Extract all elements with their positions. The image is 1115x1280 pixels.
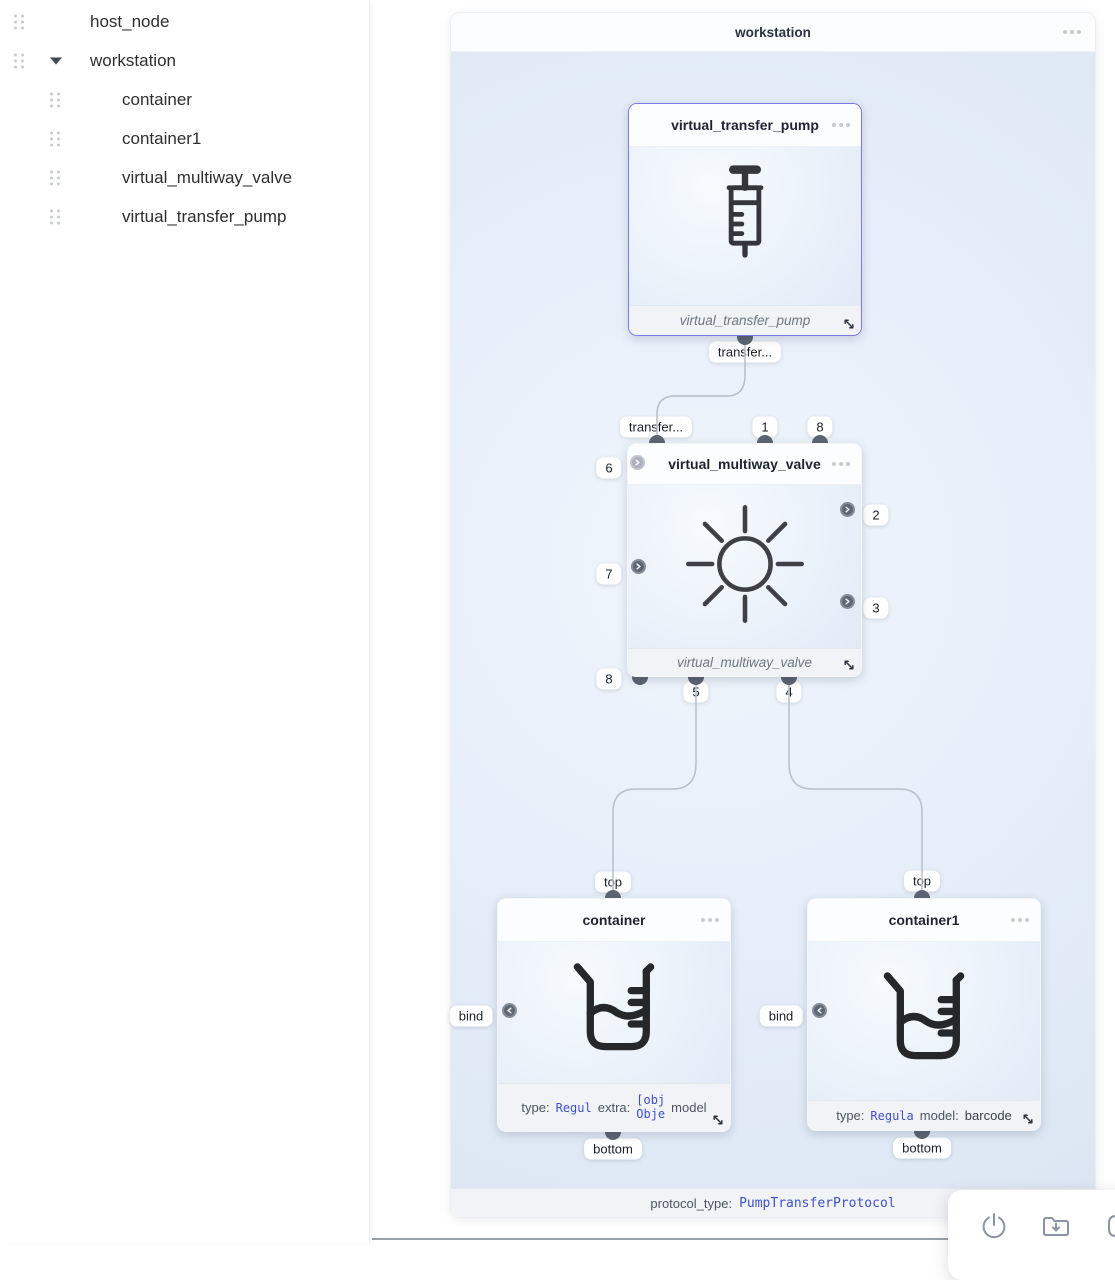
drag-handle-icon[interactable] <box>50 170 60 185</box>
model-label: model <box>671 1100 707 1115</box>
port-valve-6[interactable] <box>630 455 645 470</box>
port-label-valve-8-left: 8 <box>596 669 621 690</box>
port-label-valve-8-top: 8 <box>807 417 832 438</box>
port-label-container1-top: top <box>904 871 940 892</box>
node-body <box>629 147 861 305</box>
node-footer-label: virtual_transfer_pump <box>679 313 811 328</box>
port-label-container-top: top <box>595 872 631 893</box>
port-label-valve-6: 6 <box>596 458 621 479</box>
port-label-valve-4: 4 <box>776 682 801 703</box>
sidebar-item-virtual-multiway-valve[interactable] <box>0 158 369 197</box>
drag-handle-icon[interactable] <box>50 131 60 146</box>
node-menu-button[interactable] <box>832 123 850 127</box>
node-body <box>628 485 861 648</box>
node-header <box>498 899 730 942</box>
port-label-pump-transfer: transfer... <box>709 342 781 363</box>
resize-handle-icon[interactable] <box>711 1113 725 1127</box>
port-valve-7[interactable] <box>631 559 646 574</box>
workstation-panel-title: workstation <box>735 24 811 40</box>
sidebar-item-workstation[interactable] <box>0 41 369 80</box>
node-virtual-multiway-valve[interactable] <box>627 443 862 677</box>
drag-handle-icon[interactable] <box>50 209 60 224</box>
node-container[interactable] <box>497 898 731 1132</box>
port-label-container1-bottom: bottom <box>893 1138 951 1159</box>
sidebar-item-label: virtual_multiway_valve <box>122 167 293 187</box>
node-title: virtual_multiway_valve <box>668 456 821 472</box>
node-menu-button[interactable] <box>832 462 850 466</box>
sidebar-item-label: container1 <box>122 128 202 148</box>
port-container1-bind[interactable] <box>812 1003 827 1018</box>
port-valve-3[interactable] <box>840 594 855 609</box>
port-label-valve-5: 5 <box>683 682 708 703</box>
syringe-icon <box>713 159 777 294</box>
resize-handle-icon[interactable] <box>842 658 856 672</box>
node-virtual-transfer-pump[interactable] <box>628 103 862 336</box>
node-title: container1 <box>888 912 960 928</box>
port-label-container-bind: bind <box>450 1006 493 1027</box>
node-menu-button[interactable] <box>701 918 719 922</box>
extra-value[interactable]: [obj Obje <box>636 1092 666 1121</box>
type-value[interactable]: Regul <box>555 1100 592 1115</box>
node-tree-sidebar <box>0 0 370 1243</box>
resize-handle-icon[interactable] <box>842 317 856 331</box>
sidebar-item-container1[interactable] <box>0 119 369 158</box>
drag-handle-icon[interactable] <box>14 14 24 29</box>
node-footer <box>498 1083 730 1131</box>
sidebar-item-container[interactable] <box>0 80 369 119</box>
node-menu-button[interactable] <box>1011 918 1029 922</box>
node-body <box>498 942 730 1083</box>
node-header <box>629 104 861 147</box>
port-label-container-bottom: bottom <box>584 1139 642 1160</box>
port-container-bind[interactable] <box>502 1003 517 1018</box>
port-valve-2[interactable] <box>840 502 855 517</box>
model-label: model: <box>919 1108 959 1123</box>
node-footer <box>808 1100 1040 1130</box>
port-label-container1-bind: bind <box>760 1006 803 1027</box>
drag-handle-icon[interactable] <box>14 53 24 68</box>
power-icon[interactable] <box>978 1210 1010 1242</box>
type-label: type: <box>836 1108 865 1123</box>
type-label: type: <box>521 1100 550 1115</box>
extra-label: extra: <box>597 1100 631 1115</box>
sidebar-item-virtual-transfer-pump[interactable] <box>0 197 369 236</box>
node-title: virtual_transfer_pump <box>671 117 819 133</box>
protocol-type-label: protocol_type: <box>650 1195 733 1211</box>
drag-handle-icon[interactable] <box>50 92 60 107</box>
folder-download-icon[interactable] <box>1040 1210 1072 1242</box>
bottom-right-toolbar <box>948 1190 1115 1280</box>
node-footer-label: virtual_multiway_valve <box>676 655 813 670</box>
model-value[interactable]: barcode <box>964 1108 1012 1123</box>
sidebar-item-host-node[interactable] <box>0 2 369 41</box>
collapse-caret-icon[interactable] <box>50 57 62 64</box>
port-label-valve-1: 1 <box>752 417 777 438</box>
workstation-panel-header <box>451 13 1095 52</box>
sidebar-item-label: virtual_transfer_pump <box>122 206 287 226</box>
port-label-valve-transfer: transfer... <box>620 417 692 438</box>
node-header <box>808 899 1040 942</box>
clipped-icon[interactable] <box>1102 1210 1115 1242</box>
sidebar-item-label: container <box>122 89 192 109</box>
beaker-icon <box>558 954 670 1071</box>
node-body <box>808 942 1040 1100</box>
workstation-menu-button[interactable] <box>1063 30 1081 34</box>
sidebar-item-label: host_node <box>90 11 170 31</box>
node-footer <box>628 648 861 676</box>
node-title: container <box>582 912 646 928</box>
node-header <box>628 444 861 485</box>
node-container1[interactable] <box>807 898 1041 1131</box>
sidebar-item-label: workstation <box>90 50 176 70</box>
node-footer <box>629 305 861 335</box>
port-label-valve-2: 2 <box>863 505 888 526</box>
protocol-type-value[interactable]: PumpTransferProtocol <box>739 1195 896 1211</box>
valve-icon <box>681 500 809 633</box>
port-label-valve-3: 3 <box>863 598 888 619</box>
port-label-valve-7: 7 <box>596 564 621 585</box>
resize-handle-icon[interactable] <box>1021 1112 1035 1126</box>
beaker-icon <box>868 963 980 1080</box>
type-value[interactable]: Regula <box>870 1108 914 1123</box>
